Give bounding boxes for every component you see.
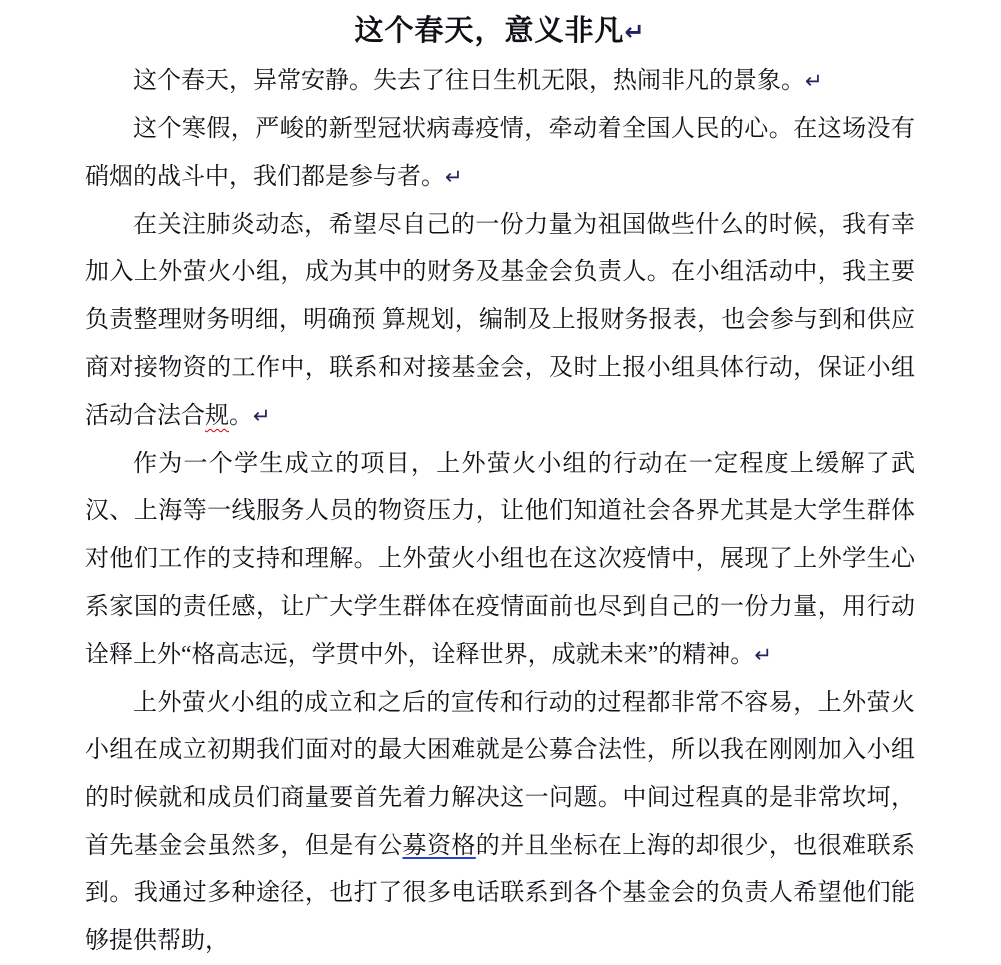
paragraph — [85, 106, 915, 202]
paragraph — [85, 441, 915, 680]
paragraph-mark: ↵ — [624, 18, 646, 46]
title-text: 这个春天，意义非凡 — [354, 15, 625, 47]
text-run: 。 — [229, 403, 253, 430]
paragraph — [85, 680, 915, 965]
paragraph-mark: ↵ — [805, 68, 823, 93]
document-title — [85, 6, 915, 57]
paragraph — [85, 57, 915, 106]
paragraph-mark: ↵ — [445, 164, 463, 190]
text-run: 上外萤火小组的成立和之后的宣传和行动的过程都非常不容易，上外萤火小组在成立初期我们面对的最大困难就是公募合法性，所以我在刚刚加入小组的时候就和成员们商量要首先着力解决这一问题。中间过程真的是非常坎坷，首先基金会虽然多，但是有公 — [85, 689, 915, 859]
document-body[interactable] — [85, 57, 915, 965]
field-underlined-text-run: 募资格 — [402, 832, 476, 859]
paragraph-mark: ↵ — [754, 642, 772, 668]
paragraph-mark: ↵ — [253, 403, 271, 429]
text-run: 在关注肺炎动态，希望尽自己的一份力量为祖国做些什么的时候，我有幸加入上外萤火小组，成为其中的财务及基金会负责人。在小组活动中，我主要负责整理财务明细，明确预 算规划，编制及上报财务报表，也会参与到和供应商对接物资的工作中，联系和对接基金会，及时上报小组具体行动，保证小组活动合法合 — [85, 211, 915, 430]
misspelled-text-run: 规 — [205, 403, 229, 430]
text-run: 这个寒假，严峻的新型冠状病毒疫情，牵动着全国人民的心。在这场没有硝烟的战斗中，我们都是参与者。 — [85, 115, 915, 191]
text-run: 这个春天，异常安静。失去了往日生机无限，热闹非凡的景象。 — [133, 68, 805, 94]
text-run: 作为一个学生成立的项目，上外萤火小组的行动在一定程度上缓解了武汉、上海等一线服务人员的物资压力，让他们知道社会各界尤其是大学生群体对他们工作的支持和理解。上外萤火小组也在这次疫情中，展现了上外学生心系家国的责任感，让广大学生群体在疫情面前也尽到自己的一份力量，用行动诠释上外“格高志远，学贯中外，诠释世界，成就未来”的精神。 — [85, 450, 915, 669]
paragraph — [85, 202, 915, 441]
text-run: 的并且坐标在上海的却很少，也很难联系到。我通过多种途径，也打了很多电话联系到各个基金会的负责人希望他们能够提供帮助， — [85, 832, 916, 954]
